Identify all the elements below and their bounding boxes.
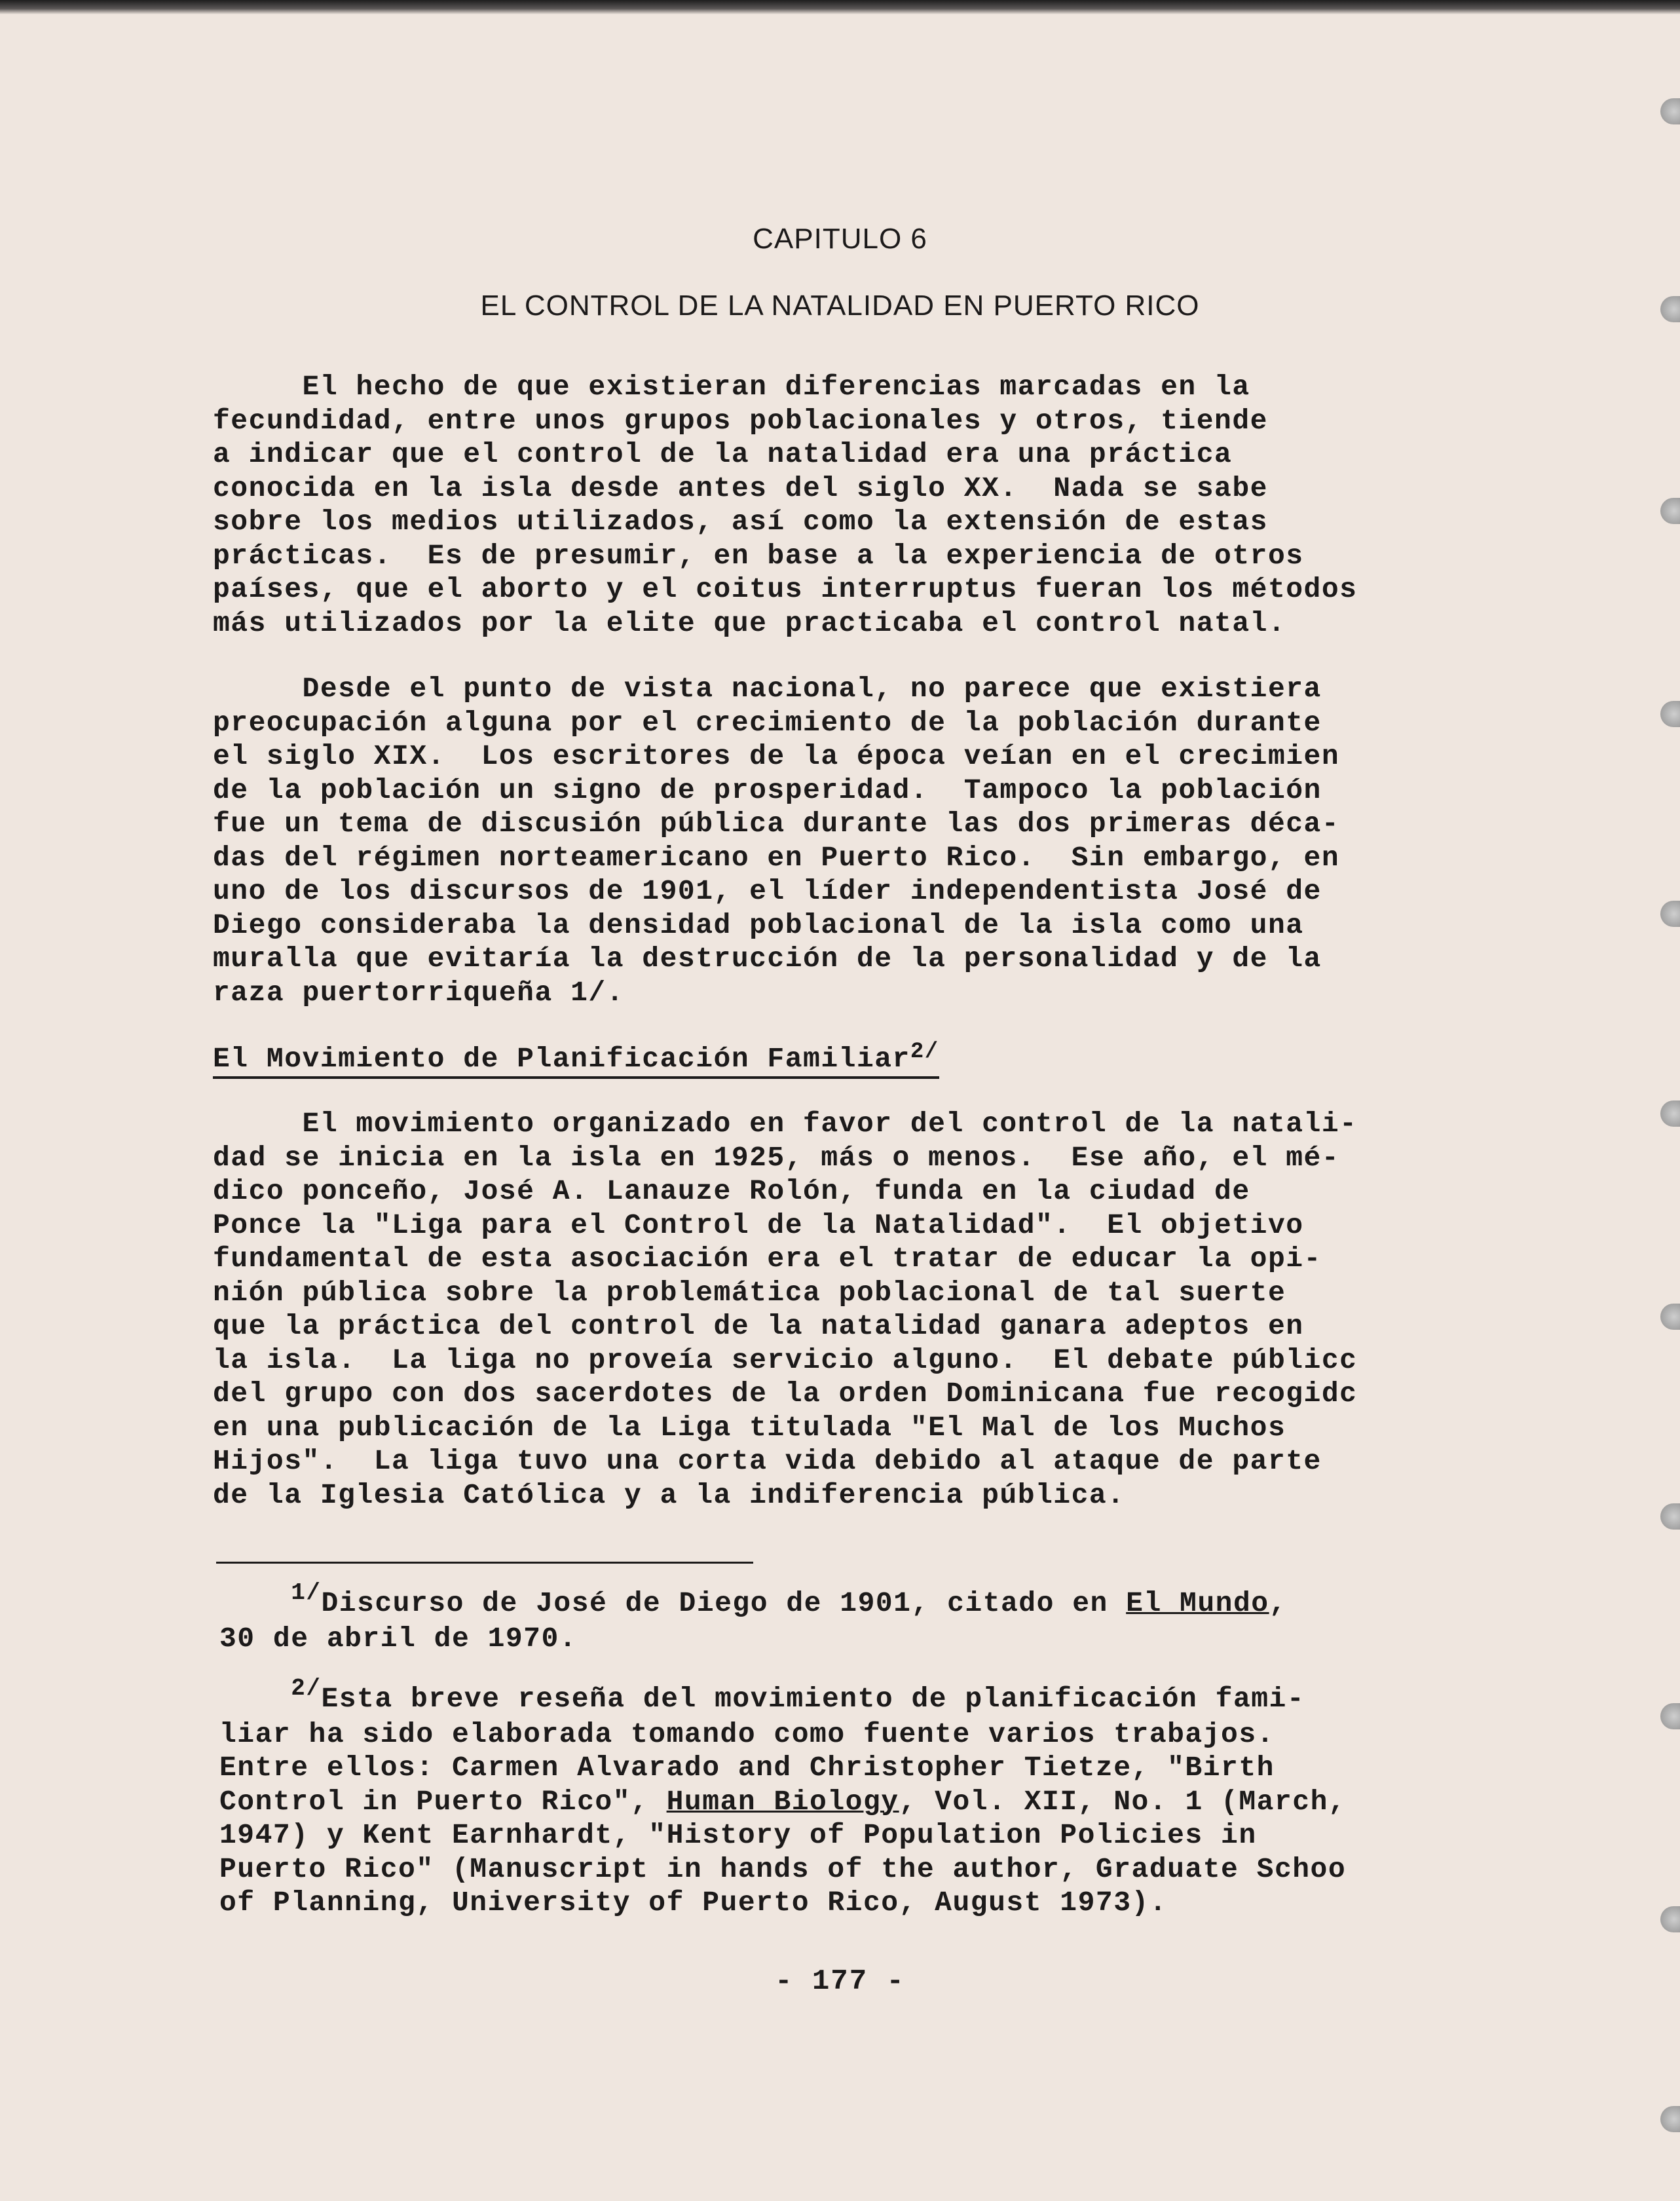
cited-title: El Mundo	[1126, 1587, 1269, 1619]
section-heading: El Movimiento de Planificación Familiar$^{2/}$	[213, 1043, 939, 1079]
binder-hole-icon	[1660, 1503, 1680, 1530]
footnote-2: $^{2/}$Esta breve reseña del movimiento de planificación fami- liar ha sido elaborada tomando como fuente varios trabajos. Entre ellos: Carmen Alvarado and Christopher Tietze, "Birth Control in Puerto Rico", Human Biology, Vol. XII, No. 1 (March, 1947) y Kent Earnhardt, "History of Population Policies in Puerto Rico" (Manuscript in hands of the author, Graduate Schoo of Planning, University of Puerto Rico, August 1973).	[219, 1675, 1347, 1919]
binder-hole-icon	[1660, 1304, 1680, 1330]
footnote-1: $^{1/}$Discurso de José de Diego de 1901, citado en El Mundo, 30 de abril de 1970.	[219, 1579, 1287, 1655]
footnote-mark: 1/	[291, 1579, 322, 1606]
binder-hole-icon	[1660, 98, 1680, 124]
binder-hole-icon	[1660, 701, 1680, 727]
footnote-ref: 2/	[910, 1040, 939, 1064]
footnote-divider	[216, 1562, 753, 1564]
binder-hole-icon	[1660, 498, 1680, 524]
paragraph-3: El movimiento organizado en favor del control de la natali- dad se inicia en la isla en 1925, más o menos. Ese año, el mé- dico ponceño, José A. Lanauze Rolón, funda en la ciudad de Ponce la "Liga para el Control de la Natalidad". El objetivo fundamental de esta asociación era el tratar de educar la opi- nión pública sobre la problemática poblacional de tal suerte que la práctica del control de la natalidad ganara adeptos en la isla. La liga no proveía servicio alguno. El debate públicc del grupo con dos sacerdotes de la orden Dominicana fue recogidc en una publicación de la Liga titulada "El Mal de los Muchos Hijos". La liga tuvo una corta vida debido al ataque de parte de la Iglesia Católica y a la indiferencia pública.	[213, 1108, 1358, 1511]
chapter-label: CAPITULO 6	[753, 223, 927, 255]
binder-hole-icon	[1660, 1703, 1680, 1729]
binder-hole-icon	[1660, 1906, 1680, 1932]
binder-hole-icon	[1660, 901, 1680, 927]
binder-hole-icon	[1660, 2106, 1680, 2132]
paragraph-2: Desde el punto de vista nacional, no parece que existiera preocupación alguna por el crecimiento de la población durante el siglo XIX. Los escritores de la época veían en el crecimien de la población un signo de prosperidad. Tampoco la población fue un tema de discusión pública durante las dos primeras déca- das del régimen norteamericano en Puerto Rico. Sin embargo, en uno de los discursos de 1901, el líder independentista José de Diego consideraba la densidad poblacional de la isla como una muralla que evitaría la destrucción de la personalidad y de la raza puertorriqueña 1/.	[213, 673, 1340, 1009]
cited-title: Human Biology	[666, 1785, 899, 1818]
paragraph-1: El hecho de que existieran diferencias marcadas en la fecundidad, entre unos grupos poblacionales y otros, tiende a indicar que el control de la natalidad era una práctica conocida en la isla desde antes del siglo XX. Nada se sabe sobre los medios utilizados, así como la extensión de estas prácticas. Es de presumir, en base a la experiencia de otros países, que el aborto y el coitus interruptus fueran los métodos más utilizados por la elite que practicaba el control natal.	[213, 371, 1358, 639]
page-number: - 177 -	[775, 1965, 905, 1998]
scan-top-edge	[0, 0, 1680, 14]
footnote-mark: 2/	[291, 1675, 322, 1702]
chapter-title: EL CONTROL DE LA NATALIDAD EN PUERTO RICO	[480, 290, 1200, 322]
binder-hole-icon	[1660, 1100, 1680, 1127]
